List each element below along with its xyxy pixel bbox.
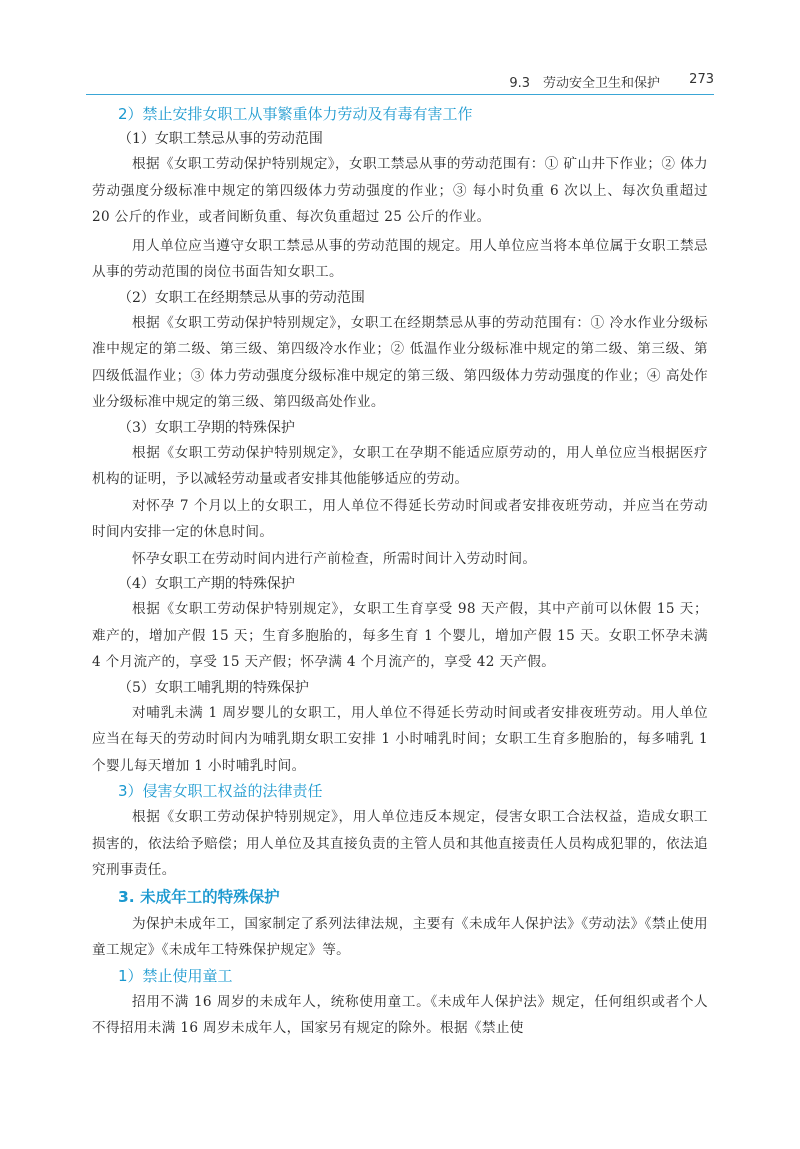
heading-legal-liability: 3）侵害女职工权益的法律责任: [118, 782, 323, 800]
heading-ban-heavy-work: 2）禁止安排女职工从事繁重体力劳动及有毒有害工作: [118, 105, 473, 123]
subheading-pregnancy: （3）女职工孕期的特殊保护: [118, 419, 295, 436]
page-body: [92, 102, 708, 1042]
heading-minor-workers: 3. 未成年工的特殊保护: [118, 887, 280, 906]
paragraph: 招用不满 16 周岁的未成年人，统称使用童工。《未成年人保护法》规定，任何组织或者个人不得招用未满 16 周岁未成年人，国家另有规定的除外。根据《禁止使: [92, 993, 708, 1036]
subheading-forbidden-scope: （1）女职工禁忌从事的劳动范围: [118, 131, 323, 147]
subheading-menstrual-period: （2）女职工在经期禁忌从事的劳动范围: [118, 289, 365, 306]
subheading-maternity: （4）女职工产期的特殊保护: [118, 576, 295, 592]
paragraph: 根据《女职工劳动保护特别规定》，女职工生育享受 98 天产假，其中产前可以休假 15 天；难产的，增加产假 15 天；生育多胞胎的，每多生育 1 个婴儿，增加产假 15 天。女职工怀孕未满 4 个月流产的，享受 15 天产假；怀孕满 4 个月流产的，享受 42 天产假。: [92, 601, 708, 670]
paragraph: 为保护未成年工，国家制定了系列法律法规，主要有《未成年人保护法》《劳动法》《禁止使用童工规定》《未成年工特殊保护规定》等。: [92, 915, 708, 958]
paragraph: 对哺乳未满 1 周岁婴儿的女职工，用人单位不得延长劳动时间或者安排夜班劳动。用人单位应当在每天的劳动时间内为哺乳期女职工安排 1 小时哺乳时间；女职工生育多胞胎的，每多哺乳 1 个婴儿每天增加 1 小时哺乳时间。: [92, 704, 708, 774]
section-title: 9.3 劳动安全卫生和保护: [509, 76, 660, 91]
paragraph: 根据《女职工劳动保护特别规定》，女职工在孕期不能适应原劳动的，用人单位应当根据医疗机构的证明，予以减轻劳动量或者安排其他能够适应的劳动。: [92, 444, 708, 487]
subheading-lactation: （5）女职工哺乳期的特殊保护: [118, 679, 309, 696]
paragraph: 对怀孕 7 个月以上的女职工，用人单位不得延长劳动时间或者安排夜班劳动，并应当在劳动时间内安排一定的休息时间。: [92, 497, 708, 540]
paragraph: 用人单位应当遵守女职工禁忌从事的劳动范围的规定。用人单位应当将本单位属于女职工禁忌从事的劳动范围的岗位书面告知女职工。: [92, 237, 708, 280]
paragraph: 怀孕女职工在劳动时间内进行产前检查，所需时间计入劳动时间。: [132, 550, 537, 567]
paragraph: 根据《女职工劳动保护特别规定》，用人单位违反本规定，侵害女职工合法权益，造成女职工损害的，依法给予赔偿；用人单位及其直接负责的主管人员和其他直接责任人员构成犯罪的，依法追究刑事责任。: [92, 809, 708, 878]
paragraph: 根据《女职工劳动保护特别规定》，女职工在经期禁忌从事的劳动范围有：① 冷水作业分级标准中规定的第二级、第三级、第四级冷水作业；② 低温作业分级标准中规定的第二级、第三级、第四级低温作业；③ 体力劳动强度分级标准中规定的第三级、第四级体力劳动强度的作业；④ 高处作业分级标准中规定的第三级、第四级高处作业。: [92, 314, 708, 410]
page-number: 273: [689, 72, 714, 87]
paragraph: 根据《女职工劳动保护特别规定》，女职工禁忌从事的劳动范围有：① 矿山井下作业；② 体力劳动强度分级标准中规定的第四级体力劳动强度的作业；③ 每小时负重 6 次以上、每次负重超过 20 公斤的作业，或者间断负重、每次负重超过 25 公斤的作业。: [92, 156, 708, 225]
heading-child-labor-ban: 1）禁止使用童工: [118, 966, 233, 985]
running-header: [86, 66, 714, 95]
